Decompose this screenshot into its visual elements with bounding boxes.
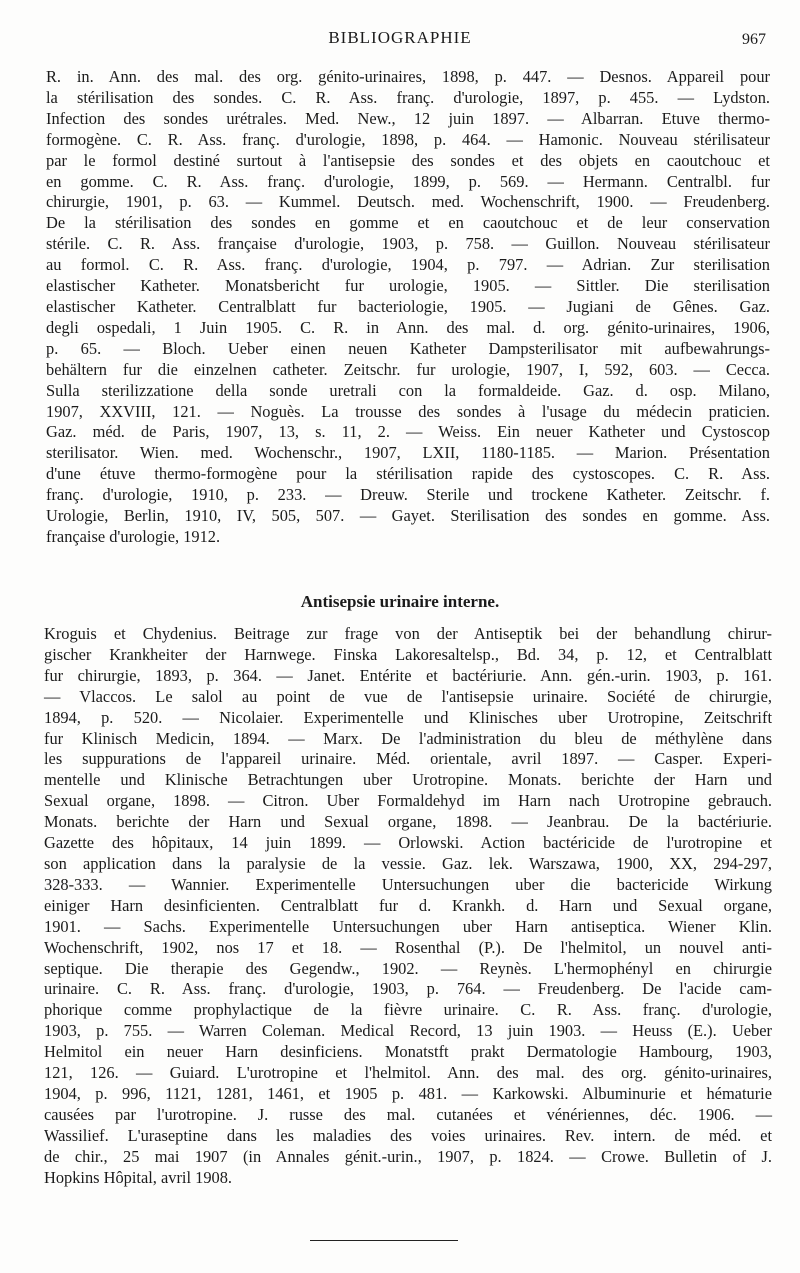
antisepsie-line: 1903, p. 755. — Warren Coleman. Medical Record, 13 juin 1903. — Heuss (E.). Ueber bbox=[44, 1021, 772, 1041]
antisepsie-line: Helmitol ein neuer Harn desinficiens. Monatstft prakt Dermatologie Hambourg, 1903, bbox=[44, 1042, 772, 1062]
antisepsie-line: urinaire. C. R. Ass. franç. d'urologie, 1903, p. 764. — Freudenberg. De l'acide cam- bbox=[44, 979, 772, 999]
antisepsie-line: fur Klinisch Medicin, 1894. — Marx. De l'administration du bleu de méthylène dans bbox=[44, 728, 772, 748]
sterilisation-bibliography bbox=[46, 67, 770, 548]
antisepsie-line: 1894, p. 520. — Nicolaier. Experimentelle und Klinisches uber Urotropine, Zeitschrift bbox=[44, 707, 772, 727]
sterilisation-line: degli ospedali, 1 Juin 1905. C. R. in Ann. des mal. d. org. génito-urinaires, 1906, bbox=[46, 317, 770, 337]
antisepsie-line: 328-333. — Wannier. Experimentelle Untersuchungen uber die bactericide Wirkung bbox=[44, 874, 772, 894]
antisepsie-line: causées par l'urotropine. J. russe des mal. cutanées et vénériennes, déc. 1906. — bbox=[44, 1104, 772, 1124]
running-title: BIBLIOGRAPHIE bbox=[328, 28, 472, 47]
sterilisation-line: De la stérilisation des sondes en gomme et en caoutchouc et de leur conservation bbox=[46, 213, 770, 233]
antisepsie-line: les suppurations de l'appareil urinaire. Méd. orientale, avril 1897. — Casper. Experi- bbox=[44, 749, 772, 769]
antisepsie-line: septique. Die therapie des Gegendw., 1902. — Reynès. L'hermophényl en chirurgie bbox=[44, 958, 772, 978]
sterilisation-line: Sulla sterilizzatione della sonde uretrali con la formaldeide. Gaz. d. osp. Milano, bbox=[46, 380, 770, 400]
sterilisation-line: franç. d'urologie, 1910, p. 233. — Dreuw. Sterile und trockene Katheter. Zeitschr. f. bbox=[46, 485, 770, 505]
page-number: 967 bbox=[742, 31, 766, 48]
section-heading: Antisepsie urinaire interne. bbox=[300, 592, 500, 611]
antisepsie-line: Sexual organe, 1898. — Citron. Uber Formaldehyd im Harn nach Urotropine gebrauch. bbox=[44, 791, 772, 811]
antisepsie-line: — Vlaccos. Le salol au point de vue de l'antisepsie urinaire. Société de chirurgie, bbox=[44, 686, 772, 706]
sterilisation-line: d'une étuve thermo-formogène pour la stérilisation rapide des cystoscopes. C. R. Ass. bbox=[46, 464, 770, 484]
antisepsie-line: mentelle und Klinische Betrachtungen uber Urotropine. Monats. berichte der Harn und bbox=[44, 770, 772, 790]
antisepsie-line: 121, 126. — Guiard. L'urotropine et l'helmitol. Ann. des mal. des org. génito-urinaires, bbox=[44, 1063, 772, 1083]
sterilisation-line: 1907, XXVIII, 121. — Noguès. La trousse des sondes à l'usage du médecin praticien. bbox=[46, 401, 770, 421]
sterilisation-line: Urologie, Berlin, 1910, IV, 505, 507. — Gayet. Sterilisation des sondes en gomme. Ass. bbox=[46, 506, 770, 526]
antisepsie-line: son application dans la paralysie de la vessie. Gaz. lek. Warszawa, 1900, XX, 294-297, bbox=[44, 853, 772, 873]
sterilisation-line: au formol. C. R. Ass. franç. d'urologie, 1904, p. 797. — Adrian. Zur sterilisation bbox=[46, 255, 770, 275]
sterilisation-line: behältern fur die einzelnen catheter. Zeitschr. fur urologie, 1907, I, 592, 603. — Cecca. bbox=[46, 359, 770, 379]
antisepsie-line: Monats. berichte der Harn und Sexual organe, 1898. — Jeanbrau. De la bactériurie. bbox=[44, 812, 772, 832]
antisepsie-line: Gazette des hôpitaux, 14 juin 1899. — Orlowski. Action bactéricide de l'urotropine et bbox=[44, 833, 772, 853]
sterilisation-line: stérile. C. R. Ass. française d'urologie, 1903, p. 758. — Guillon. Nouveau stérilisateur bbox=[46, 234, 770, 254]
sterilisation-line: R. in. Ann. des mal. des org. génito-urinaires, 1898, p. 447. — Desnos. Appareil pour bbox=[46, 67, 770, 86]
sterilisation-line: p. 65. — Bloch. Ueber einen neuen Katheter Dampsterilisator mit aufbewahrungs- bbox=[46, 338, 770, 358]
antisepsie-bibliography bbox=[44, 624, 772, 1188]
antisepsie-line: 1904, p. 996, 1121, 1281, 1461, et 1905 p. 481. — Karkowski. Albuminurie et hématurie bbox=[44, 1083, 772, 1103]
antisepsie-line: Wochenschrift, 1902, nos 17 et 18. — Rosenthal (P.). De l'helmitol, un nouvel anti- bbox=[44, 937, 772, 957]
sterilisation-line: française d'urologie, 1912. bbox=[46, 526, 221, 546]
sterilisation-line: Gaz. méd. de Paris, 1907, 13, s. 11, 2. — Weiss. Ein neuer Katheter und Cystoscop bbox=[46, 422, 770, 442]
sterilisation-line: elastischer Katheter. Centralblatt fur bacteriologie, 1905. — Jugiani de Gênes. Gaz. bbox=[46, 296, 770, 316]
sterilisation-line: la stérilisation des sondes. C. R. Ass. franç. d'urologie, 1897, p. 455. — Lydston. bbox=[46, 87, 770, 107]
footer-rule bbox=[310, 1240, 458, 1241]
antisepsie-line: phorique comme prophylactique de la fièvre urinaire. C. R. Ass. franç. d'urologie, bbox=[44, 1000, 772, 1020]
antisepsie-line: Kroguis et Chydenius. Beitrage zur frage von der Antiseptik bei der behandlung chirur- bbox=[44, 624, 772, 643]
antisepsie-line: 1901. — Sachs. Experimentelle Untersuchungen uber Harn antiseptica. Wiener Klin. bbox=[44, 916, 772, 936]
antisepsie-line: Wassilief. L'uraseptine dans les maladies des voies urinaires. Rev. intern. de méd. et bbox=[44, 1125, 772, 1145]
sterilisation-line: par le formol destiné surtout à l'antisepsie des sondes et des objets en caoutchouc et bbox=[46, 150, 770, 170]
antisepsie-line: Hopkins Hôpital, avril 1908. bbox=[44, 1167, 233, 1187]
sterilisation-line: Infection des sondes urétrales. Med. New., 12 juin 1897. — Albarran. Etuve thermo- bbox=[46, 108, 770, 128]
antisepsie-line: de chir., 25 mai 1907 (in Annales génit.-urin., 1907, p. 1824. — Crowe. Bulletin of J. bbox=[44, 1146, 772, 1166]
sterilisation-line: elastischer Katheter. Monatsbericht fur urologie, 1905. — Sittler. Die sterilisation bbox=[46, 276, 770, 296]
sterilisation-line: chirurgie, 1901, p. 63. — Kummel. Deutsch. med. Wochenschrift, 1900. — Freudenberg. bbox=[46, 192, 770, 212]
sterilisation-line: sterilisator. Wien. med. Wochenschr., 1907, LXII, 1180-1185. — Marion. Présentation bbox=[46, 443, 770, 463]
antisepsie-line: fur chirurgie, 1893, p. 364. — Janet. Entérite et bactériurie. Ann. gén.-urin. 1903, p. 161. bbox=[44, 665, 772, 685]
sterilisation-line: formogène. C. R. Ass. franç. d'urologie, 1898, p. 464. — Hamonic. Nouveau stérilisateur bbox=[46, 129, 770, 149]
antisepsie-line: einiger Harn desinficienten. Centralblatt fur d. Krankh. d. Harn und Sexual organe, bbox=[44, 895, 772, 915]
sterilisation-line: en gomme. C. R. Ass. franç. d'urologie, 1899, p. 569. — Hermann. Centralbl. fur bbox=[46, 171, 770, 191]
antisepsie-line: gischer Krankheiter der Harnwege. Finska Lakoresaltelsp., Bd. 34, p. 12, et Centralblatt bbox=[44, 644, 772, 664]
